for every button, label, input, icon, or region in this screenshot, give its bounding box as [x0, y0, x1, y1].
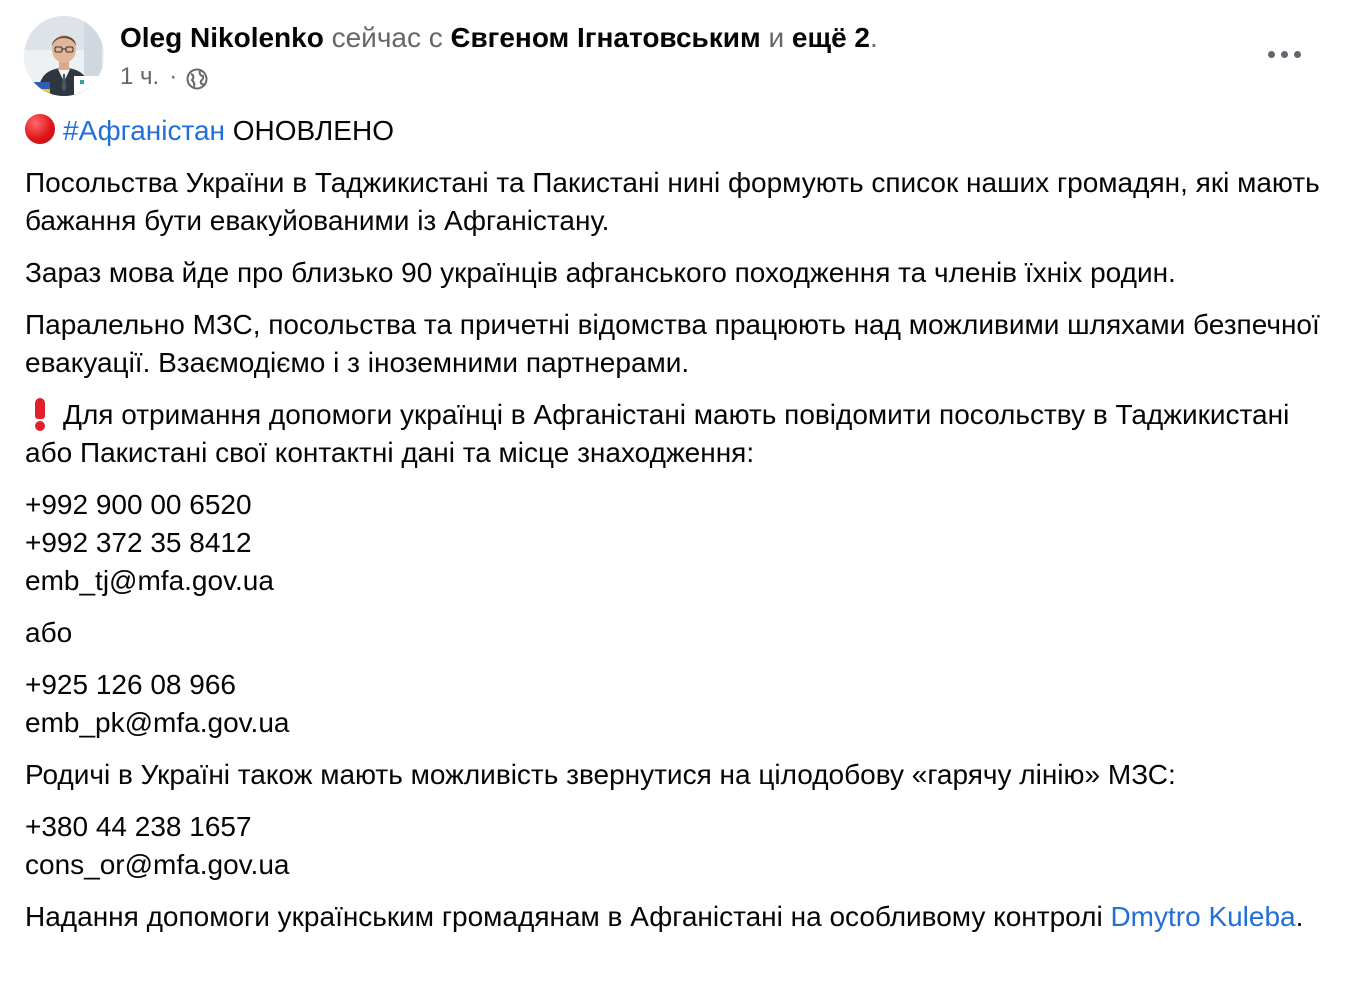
pk-contacts: [25, 666, 1325, 742]
tj-contacts: [25, 486, 1325, 600]
hotline-email: cons_or@mfa.gov.ua: [25, 849, 290, 880]
paragraph-6: [25, 898, 1325, 936]
post-time[interactable]: 1 ч.: [120, 63, 160, 90]
tj-phone-2: +992 372 35 8412: [25, 527, 252, 558]
paragraph-3: Паралельно МЗС, посольства та причетні відомства працюють над можливими шляхами безпечної евакуації. Взаємодіємо і з іноземними партнерами.: [25, 309, 1320, 378]
hotline-contacts: [25, 808, 1325, 884]
exclamation-icon: [29, 396, 53, 430]
avatar-photo: [24, 16, 104, 96]
paragraph-4-text: Для отримання допомоги українці в Афганістані мають повідомити посольству в Таджикистані або Пакистані свої контактні дані та місце знаходження:: [25, 399, 1290, 468]
tj-email: emb_tj@mfa.gov.ua: [25, 565, 274, 596]
mention-link[interactable]: Dmytro Kuleba: [1110, 901, 1296, 932]
status-text: сейчас с: [331, 22, 443, 53]
post-content: [25, 112, 1325, 950]
paragraph-4: [25, 396, 1325, 472]
paragraph-5: Родичі в Україні також мають можливість звернутися на цілодобову «гарячу лінію» МЗС:: [25, 759, 1176, 790]
paragraph-6-end: .: [1295, 901, 1304, 932]
hotline-phone: +380 44 238 1657: [25, 811, 252, 842]
or-text: або: [25, 617, 73, 648]
pk-phone: +925 126 08 966: [25, 669, 236, 700]
paragraph-6-text: Надання допомоги українським громадянам в Афганістані на особливому контролі: [25, 901, 1111, 932]
author-avatar[interactable]: [24, 16, 104, 96]
red-circle-icon: [25, 114, 55, 144]
paragraph-1: Посольства України в Таджикистані та Пакистані нині формують список наших громадян, які мають бажання бути евакуйованими із Афганістану.: [25, 167, 1320, 236]
paragraph-2: Зараз мова йде про близько 90 українців афганського походження та членів їхніх родин.: [25, 257, 1176, 288]
tagged-others[interactable]: ещё 2: [791, 22, 870, 53]
pk-email: emb_pk@mfa.gov.ua: [25, 707, 290, 738]
author-name[interactable]: Oleg Nikolenko: [120, 22, 324, 53]
hashtag-link[interactable]: #Афганістан: [63, 115, 225, 146]
meta-separator: ·: [169, 63, 178, 90]
headline-text: ОНОВЛЕНО: [225, 115, 394, 146]
more-dot: [1294, 51, 1301, 58]
more-dot: [1281, 51, 1288, 58]
more-dots-icon: [1268, 51, 1275, 58]
more-options-button[interactable]: [1252, 32, 1316, 76]
and-text: и: [768, 22, 785, 53]
globe-icon[interactable]: [186, 66, 208, 88]
headline: [25, 112, 1325, 150]
post-header: [120, 20, 878, 56]
tagged-person[interactable]: Євгеном Ігнатовським: [450, 22, 761, 53]
post-meta: [120, 60, 208, 94]
header-period: .: [870, 22, 878, 53]
tj-phone-1: +992 900 00 6520: [25, 489, 252, 520]
